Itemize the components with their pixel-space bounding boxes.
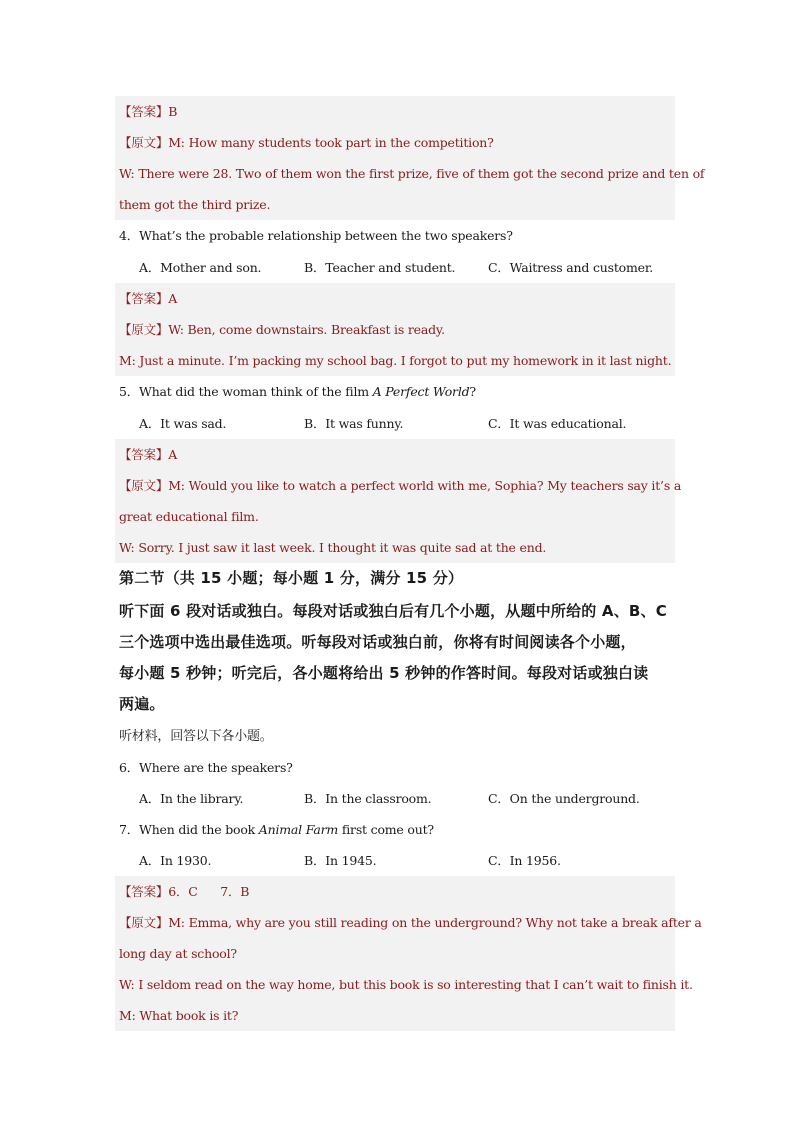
q7-option-c: C．In 1956.	[488, 853, 561, 868]
transcript-line: 【原文】M: How many students took part in the competition?	[115, 127, 675, 158]
section-instruction: 每小题 5 秒钟；听完后，各小题将给出 5 秒钟的作答时间。每段对话或独白读	[119, 664, 649, 682]
transcript-line: them got the third prize.	[115, 189, 675, 220]
question-5	[119, 376, 675, 407]
transcript-line: W: Sorry. I just saw it last week. I thought it was quite sad at the end.	[115, 532, 675, 563]
q5-option-b: B．It was funny.	[304, 416, 404, 431]
q4-option-a: A．Mother and son.	[139, 260, 262, 275]
transcript-line: M: Just a minute. I’m packing my school bag. I forgot to put my homework in it last night.	[115, 345, 675, 376]
question-5-prefix: 5．What did the woman think of the film	[119, 384, 373, 399]
transcript-line: long day at school?	[115, 938, 675, 969]
transcript-line: 【原文】M: Would you like to watch a perfect world with me, Sophia? My teachers say it’s a	[115, 470, 675, 501]
q4-option-c: C．Waitress and customer.	[488, 260, 653, 275]
question-5-film-title: A Perfect World	[372, 384, 470, 399]
q5-option-a: A．It was sad.	[139, 416, 227, 431]
q6-option-c: C．On the underground.	[488, 791, 640, 806]
question-5-suffix: ?	[469, 384, 476, 399]
question-7	[119, 814, 675, 845]
q4-option-b: B．Teacher and student.	[304, 260, 456, 275]
question-7-suffix: first come out?	[338, 822, 434, 837]
answer-line: 【答案】6．C 7．B	[115, 876, 675, 907]
q5-option-c: C．It was educational.	[488, 416, 627, 431]
q7-option-a: A．In 1930.	[139, 853, 212, 868]
question-7-book-title: Animal Farm	[258, 822, 339, 837]
section-instruction: 三个选项中选出最佳选项。听每段对话或独白前，你将有时间阅读各个小题，	[119, 633, 636, 651]
question-7-prefix: 7．When did the book	[119, 822, 259, 837]
answer-line: 【答案】B	[115, 96, 675, 127]
transcript-line: W: I seldom read on the way home, but this book is so interesting that I can’t wait to finish it.	[115, 969, 675, 1000]
transcript-line: M: What book is it?	[115, 1000, 675, 1031]
answer-line: 【答案】A	[115, 439, 675, 470]
question-4: 4．What’s the probable relationship between the two speakers?	[119, 228, 513, 243]
transcript-line: W: There were 28. Two of them won the first prize, five of them got the second prize and ten of	[115, 158, 675, 189]
q7-option-b: B．In 1945.	[304, 853, 377, 868]
question-6: 6．Where are the speakers?	[119, 760, 293, 775]
section-instruction: 两遍。	[119, 695, 165, 713]
answer-line: 【答案】A	[115, 283, 675, 314]
section-heading: 第二节（共 15 小题；每小题 1 分，满分 15 分）	[119, 569, 464, 587]
q6-option-b: B．In the classroom.	[304, 791, 432, 806]
transcript-line: 【原文】M: Emma, why are you still reading on the underground? Why not take a break after a	[115, 907, 675, 938]
listening-subheading: 听材料，回答以下各小题。	[119, 729, 273, 744]
section-instruction: 听下面 6 段对话或独白。每段对话或独白后有几个小题，从题中所给的 A、B、C	[119, 602, 667, 620]
transcript-line: 【原文】W: Ben, come downstairs. Breakfast is ready.	[115, 314, 675, 345]
q6-option-a: A．In the library.	[139, 791, 244, 806]
transcript-line: great educational film.	[115, 501, 675, 532]
